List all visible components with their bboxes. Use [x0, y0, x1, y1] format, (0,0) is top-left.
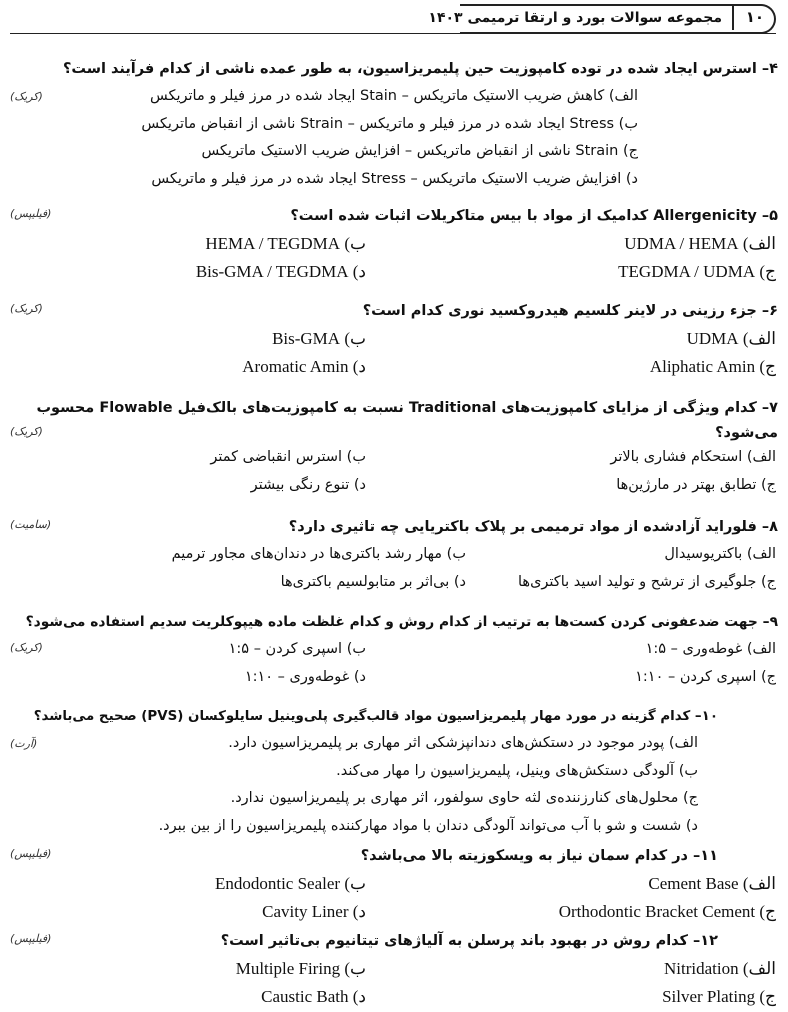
question-5 [10, 203, 778, 285]
question-stem: ۹– جهت ضدعفونی کردن کست‌ها به ترتیب از کدام روش و کدام غلظت ماده هیپوکلریت سدیم استفاده می‌شود؟ [25, 614, 778, 630]
question-source: (فیلیپس) [10, 207, 52, 220]
question-stem: ۵– Allergenicity کدامیک از مواد با بیس متاکریلات اثبات شده است؟ [290, 208, 778, 224]
page-header [428, 4, 776, 34]
question-stem: ۷– کدام ویژگی از مزایای کامپوزیت‌های Traditional نسبت به کامپوزیت‌های بالک‌فیل Flowable محسوب [36, 400, 778, 416]
book-title: مجموعه سوالات بورد و ارتقا ترمیمی ۱۴۰۳ [428, 10, 722, 26]
option-c: ج) Silver Plating [662, 986, 776, 1006]
question-source: (سامیت) [10, 518, 52, 531]
question-stem: ۱۱– در کدام سمان نیاز به ویسکوزیته بالا می‌باشد؟ [360, 848, 718, 864]
question-stem: ۶– جزء رزینی در لاینر کلسیم هیدروکسید نوری کدام است؟ [362, 303, 778, 319]
option-c: ج) محلول‌های کنارزننده‌ی لثه حاوی سولفور، اثر مهاری بر پلیمریزاسیون ندارد. [230, 790, 698, 806]
question-4 [10, 56, 778, 193]
question-6 [10, 298, 778, 380]
question-stem: ۱۰– کدام گزینه در مورد مهار پلیمریزاسیون مواد قالب‌گیری پلی‌وینیل سایلوکسان (PVS) صحیح می‌باشد؟ [33, 709, 718, 724]
option-b: ب) HEMA / TEGDMA [205, 234, 366, 253]
option-a: الف) UDMA [686, 329, 776, 348]
question-source: (فیلیپس) [10, 847, 52, 860]
option-d: د) افزایش ضریب الاستیک ماتریکس – Stress ایجاد شده در مرز فیلر و ماتریکس [151, 170, 638, 187]
option-a: الف) کاهش ضریب الاستیک ماتریکس – Stain ایجاد شده در مرز فیلر و ماتریکس [149, 88, 638, 104]
option-b: ب) Bis-GMA [272, 329, 366, 348]
option-b: ب) مهار رشد باکتری‌ها در دندان‌های مجاور ترمیم [171, 546, 466, 562]
question-11 [10, 843, 778, 925]
question-10 [10, 703, 778, 840]
option-a: الف) استحکام فشاری بالاتر [610, 449, 776, 465]
question-source: (کریک) [10, 90, 43, 103]
header-divider [732, 6, 734, 30]
question-stem: ۱۲– کدام روش در بهبود باند پرسلن به آلیاژهای تیتانیوم بی‌تاثیر است؟ [220, 933, 718, 949]
option-b: ب) Endodontic Sealer [214, 874, 366, 893]
option-c: ج) Strain ناشی از انقباض ماتریکس – افزایش ضریب الاستیک ماتریکس [201, 143, 638, 159]
question-source: (فیلیپس) [10, 932, 52, 945]
option-a: الف) پودر موجود در دستکش‌های دندانپزشکی اثر مهاری بر پلیمریزاسیون دارد. [228, 735, 698, 751]
option-d: د) شست و شو با آب می‌تواند آلودگی دندان با مواد مهارکننده پلیمریزاسیون را از بین ببرد. [158, 817, 698, 834]
option-b: ب) اسپری کردن – ۱:۵ [228, 641, 366, 657]
option-d: د) تنوع رنگی بیشتر [250, 476, 366, 493]
question-8 [10, 514, 778, 596]
question-stem: ۴– استرس ایجاد شده در توده کامپوزیت حین پلیمریزاسیون، به طور عمده ناشی از کدام فرآیند است؟ [62, 61, 778, 77]
option-c: ج) اسپری کردن – ۱:۱۰ [635, 668, 776, 685]
question-source: (آرت) [10, 737, 38, 750]
option-d: د) Caustic Bath [261, 986, 366, 1006]
question-stem: ۸– فلوراید آزادشده از مواد ترمیمی بر پلاک باکتریایی چه تاثیری دارد؟ [288, 519, 778, 535]
option-a: الف) Cement Base [648, 874, 776, 893]
question-12 [10, 928, 778, 1010]
option-a: الف) غوطه‌وری – ۱:۵ [645, 641, 776, 657]
option-b: ب) Stress ایجاد شده در مرز فیلر و ماتریکس – Strain ناشی از انقباض ماتریکس [141, 115, 638, 132]
option-d: د) Bis-GMA / TEGDMA [195, 261, 366, 281]
option-a: الف) Nitridation [663, 959, 776, 978]
question-source: (کریک) [10, 425, 43, 438]
option-b: ب) Multiple Firing [235, 959, 366, 978]
option-c: ج) تطابق بهتر در مارژین‌ها [616, 476, 776, 493]
option-c: ج) Orthodontic Bracket Cement [558, 901, 776, 921]
option-a: الف) باکتریوسیدال [664, 546, 776, 562]
question-9 [10, 609, 778, 691]
option-d: د) Cavity Liner [262, 901, 366, 921]
option-a: الف) UDMA / HEMA [624, 234, 776, 253]
option-b: ب) استرس انقباضی کمتر [210, 449, 366, 465]
option-b: ب) آلودگی دستکش‌های وینیل، پلیمریزاسیون را مهار می‌کند. [336, 762, 698, 779]
page-number: ۱۰ [745, 8, 764, 26]
option-c: ج) TEGDMA / UDMA [618, 261, 776, 281]
option-d: د) غوطه‌وری – ۱:۱۰ [244, 668, 366, 685]
option-c: ج) Aliphatic Amin [649, 356, 776, 376]
question-stem-continued: می‌شود؟ [715, 425, 778, 441]
option-d: د) بی‌اثر بر متابولسیم باکتری‌ها [280, 573, 466, 590]
option-d: د) Aromatic Amin [242, 356, 366, 376]
header-rule [10, 33, 776, 34]
question-source: (کریک) [10, 302, 43, 315]
question-source: (کریک) [10, 641, 43, 654]
option-c: ج) جلوگیری از ترشح و تولید اسید باکتری‌ها [518, 573, 776, 590]
question-7 [10, 395, 778, 499]
